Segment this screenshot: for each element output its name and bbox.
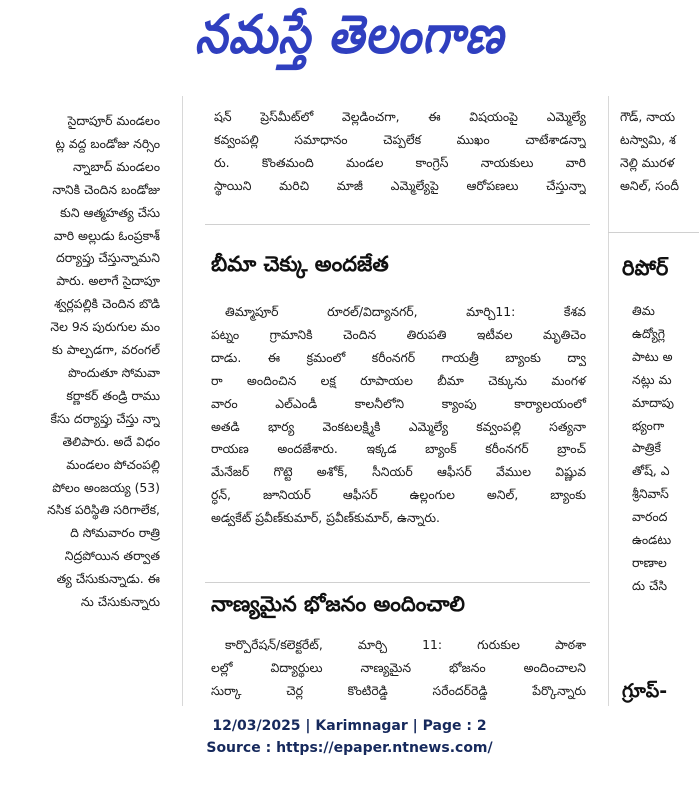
section-divider-right: [608, 232, 699, 233]
article-line: కార్పొరేషన్/కలెక్టరేట్, మార్చి 11: గురుకుల పాఠశా: [225, 637, 586, 652]
article-body-insurance: [211, 301, 586, 530]
article-line: ర్ధన్, జూనియర్ ఆఫీసర్ ఉల్లంగుల అనిల్, బ్యాంకు: [211, 487, 586, 503]
article-line: అడ్వకేట్ ప్రవీణ్‌కుమార్, ప్రవీణ్‌కుమార్, ఉన్నారు.: [211, 510, 440, 526]
right-line: అనిల్, సందీ: [620, 177, 680, 193]
left-line: వారి అల్లుడు ఓంప్రకాశ్: [53, 227, 160, 243]
article-line: మేనేజర్ గొట్టె అశోక్, సీనియర్ ఆఫీసర్ వేముల విష్ణువ: [211, 464, 586, 480]
mid-top-continuation: [214, 106, 586, 198]
column-divider-right: [608, 96, 609, 706]
mid-top-line: రు. కొంతమంది మండల కాంగ్రెస్ నాయకులు వారి: [214, 154, 586, 170]
left-line: ను చేసుకున్నారు: [80, 594, 160, 610]
mid-top-line: కవ్వంపల్లి సమాధానం చెప్పలేక ముఖం చాటేశాడన్నా: [214, 131, 586, 147]
footer: [0, 715, 699, 759]
left-line: కర్ణాకర్ తండ్రి రాము: [66, 387, 160, 403]
source-info: Source : https://epaper.ntnews.com/: [206, 740, 493, 756]
article-headline-food: నాణ్యమైన భోజనం అందించాలి: [211, 592, 465, 616]
left-line: సైదాపూర్ మండలం: [67, 113, 160, 128]
section-divider: [205, 224, 590, 225]
article-line: రా అందించిన లక్ష రూపాయల బీమా చెక్కును మంగళ: [211, 372, 586, 388]
right-line: గౌడ్, నాయ: [620, 109, 676, 124]
masthead: [0, 0, 699, 78]
article-line: లల్లో విద్యార్థులు నాణ్యమైన భోజనం అందించాలని: [211, 659, 586, 675]
left-line: కేసు దర్యాప్తు చేస్తు న్నా: [50, 410, 160, 426]
right-column-body: [632, 300, 699, 598]
section-divider: [205, 582, 590, 583]
mid-top-line: షన్ ప్రెస్‌మీట్‌లో వెల్లడించగా, ఈ విషయంపై ఎమ్మెల్యే: [214, 109, 586, 124]
right-line: నట్లు మ: [632, 371, 672, 387]
article-line: దాడు. ఈ క్రమంలో కరీంనగర్ గాయత్రీ బ్యాంకు ద్వా: [211, 349, 586, 365]
left-line: పారు. అలాగే సైదాపూ: [56, 273, 160, 289]
article-body-food: [211, 634, 586, 703]
left-line: పొందుతూ సోమవా: [68, 364, 160, 380]
article-line: సుర్కా చెర్ల కొంటిరెడ్డి సరేందర్‌రెడ్డి పేర్కొన్నారు: [211, 682, 586, 698]
left-line: నసిక పరిస్థితి సరిగాలేక,: [47, 502, 160, 518]
right-line: శ్రీనివాస్: [632, 486, 669, 502]
left-line: పోలం అంజయ్య (53): [52, 479, 160, 495]
left-line: తెలిపారు. అదే విధం: [62, 433, 160, 449]
right-line: టస్వామి, శ: [620, 131, 676, 147]
left-line: ట్ల వద్ద బండోజు నర్సిం: [55, 135, 160, 151]
left-line: కు పాల్పడగా, వరంగల్: [52, 342, 160, 358]
right-line: తిమ: [632, 303, 655, 318]
article-line: రాయణ అందజేశారు. ఇక్కడ బ్యాంక్ కరీంనగర్ బ్రాంచ్: [211, 441, 586, 457]
right-line: ఉద్యోగ్లె: [632, 325, 666, 341]
left-line: ది సోమవారం రాత్రి: [70, 525, 160, 541]
newspaper-logo: నమస్తే తెలంగాణ: [194, 3, 505, 66]
article-line: తిమ్మాపూర్ రూరల్/విద్యానగర్, మార్చి11: కేశవ: [225, 304, 586, 319]
right-line: రాణాల: [632, 554, 667, 570]
left-line: నెల 9న పురుగుల మం: [50, 319, 160, 335]
left-line: నానికి చెందిన బండోజు: [52, 181, 160, 197]
right-line: పాత్రికే: [632, 440, 661, 456]
right-headline: రిపోర్: [622, 256, 669, 280]
left-line: కుని ఆత్మహత్య చేసు: [60, 204, 160, 220]
article-line: పట్నం గ్రామానికి చెందిన తిరుపతి ఇటీవల మృతిచెం: [211, 326, 586, 342]
right-line: ఉండటు: [632, 532, 672, 548]
newspaper-clipping: [0, 96, 699, 706]
right-line: నెల్లి మురళ: [620, 154, 675, 170]
left-column: [0, 110, 160, 706]
left-line: మండలం పోచంపల్లి: [66, 456, 160, 472]
column-divider: [182, 96, 183, 706]
left-line: శ్వర్లపల్లికి చెందిన బొడి: [54, 296, 160, 312]
right-line: వారంద: [632, 509, 668, 525]
article-line: అతడి భార్య వెంకటలక్ష్మికి ఎమ్మెల్యే కవ్వంపల్లి సత్యనా: [211, 418, 586, 434]
article-headline-insurance: బీమా చెక్కు అందజేత: [211, 252, 389, 276]
left-line: దర్యాప్తు చేస్తున్నామని: [56, 250, 160, 266]
edition-info: 12/03/2025 | Karimnagar | Page : 2: [212, 718, 487, 734]
right-line: భ్యంగా: [632, 417, 665, 433]
right-headline-2: గ్రూప్-: [622, 680, 668, 702]
left-line: త్య చేసుకున్నాడు. ఈ: [56, 571, 160, 587]
mid-top-line: స్థాయిని మరిచి మాజీ ఎమ్మెల్యేపై ఆరోపణలు చేస్తున్నా: [214, 177, 586, 193]
right-line: దు చేసి: [632, 577, 668, 593]
right-line: మాదాపు: [632, 394, 674, 410]
left-line: న్నాబాద్ మండలం: [72, 158, 160, 174]
left-line: నిద్రపోయిన తర్వాత: [64, 548, 160, 564]
right-line: తోష్, ఎ: [632, 463, 670, 479]
article-line: వారం ఎల్‌ఎండీ కాలనీలోని క్యాంపు కార్యాలయంలో: [211, 395, 586, 411]
right-column-top: [620, 106, 699, 198]
right-line: పాటు అ: [632, 348, 673, 364]
